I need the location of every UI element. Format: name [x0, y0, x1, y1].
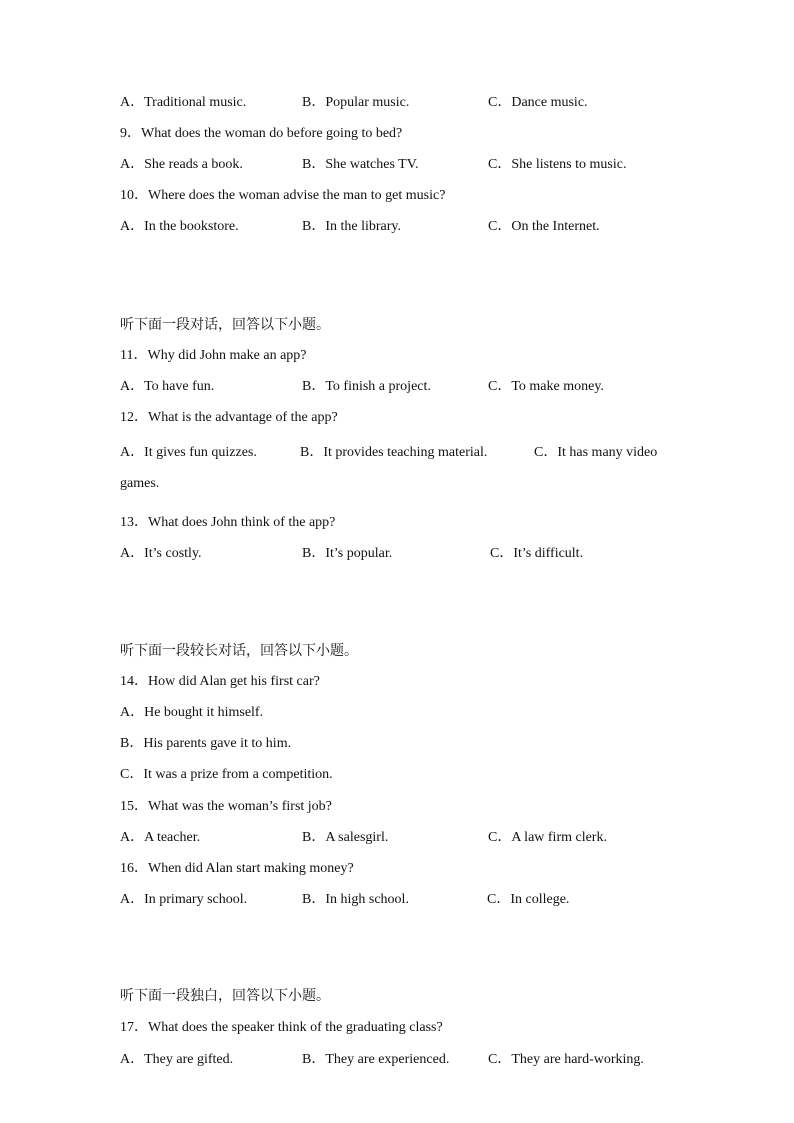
question-17: 17．What does the speaker think of the graduating class?	[120, 1020, 443, 1035]
option-a: A．To have fun.	[120, 379, 215, 394]
option-c: C．To make money.	[488, 379, 604, 394]
option-a: A．A teacher.	[120, 830, 201, 845]
question-12: 12．What is the advantage of the app?	[120, 410, 338, 425]
option-b: B．In high school.	[302, 892, 409, 907]
q14-option-c: C．It was a prize from a competition.	[120, 767, 333, 782]
q14-option-a: A．He bought it himself.	[120, 705, 264, 720]
option-c: C．On the Internet.	[488, 219, 600, 234]
option-b: B．It provides teaching material.	[300, 445, 488, 460]
section-heading-dialogue: 听下面一段对话，回答以下小题。	[120, 317, 330, 333]
option-c: C．They are hard-working.	[488, 1052, 644, 1067]
option-a: A．Traditional music.	[120, 95, 247, 110]
question-16: 16．When did Alan start making money?	[120, 861, 354, 876]
question-13: 13．What does John think of the app?	[120, 515, 336, 530]
option-b: B．Popular music.	[302, 95, 410, 110]
option-b: B．She watches TV.	[302, 157, 419, 172]
option-a: A．She reads a book.	[120, 157, 243, 172]
question-10: 10．Where does the woman advise the man to get music?	[120, 188, 446, 203]
option-c: C．It has many video	[534, 445, 658, 460]
question-14: 14．How did Alan get his first car?	[120, 674, 320, 689]
option-c: C．In college.	[487, 892, 570, 907]
option-a: A．In primary school.	[120, 892, 248, 907]
option-a: A．In the bookstore.	[120, 219, 239, 234]
option-b: B．A salesgirl.	[302, 830, 389, 845]
option-a: A．They are gifted.	[120, 1052, 234, 1067]
option-b: B．It’s popular.	[302, 546, 393, 561]
question-15: 15．What was the woman’s first job?	[120, 799, 332, 814]
option-c: C．A law firm clerk.	[488, 830, 607, 845]
q14-option-b: B．His parents gave it to him.	[120, 736, 292, 751]
option-c: C．It’s difficult.	[490, 546, 584, 561]
question-11: 11．Why did John make an app?	[120, 348, 307, 363]
q12-option-c-wrap: games.	[120, 476, 160, 491]
option-b: B．In the library.	[302, 219, 402, 234]
option-c: C．Dance music.	[488, 95, 588, 110]
option-b: B．They are experienced.	[302, 1052, 450, 1067]
option-b: B．To finish a project.	[302, 379, 431, 394]
option-c: C．She listens to music.	[488, 157, 627, 172]
option-a: A．It’s costly.	[120, 546, 202, 561]
section-heading-long-dialogue: 听下面一段较长对话，回答以下小题。	[120, 643, 358, 659]
section-heading-monologue: 听下面一段独白，回答以下小题。	[120, 988, 330, 1004]
option-a: A．It gives fun quizzes.	[120, 445, 257, 460]
question-9: 9．What does the woman do before going to bed?	[120, 126, 403, 141]
